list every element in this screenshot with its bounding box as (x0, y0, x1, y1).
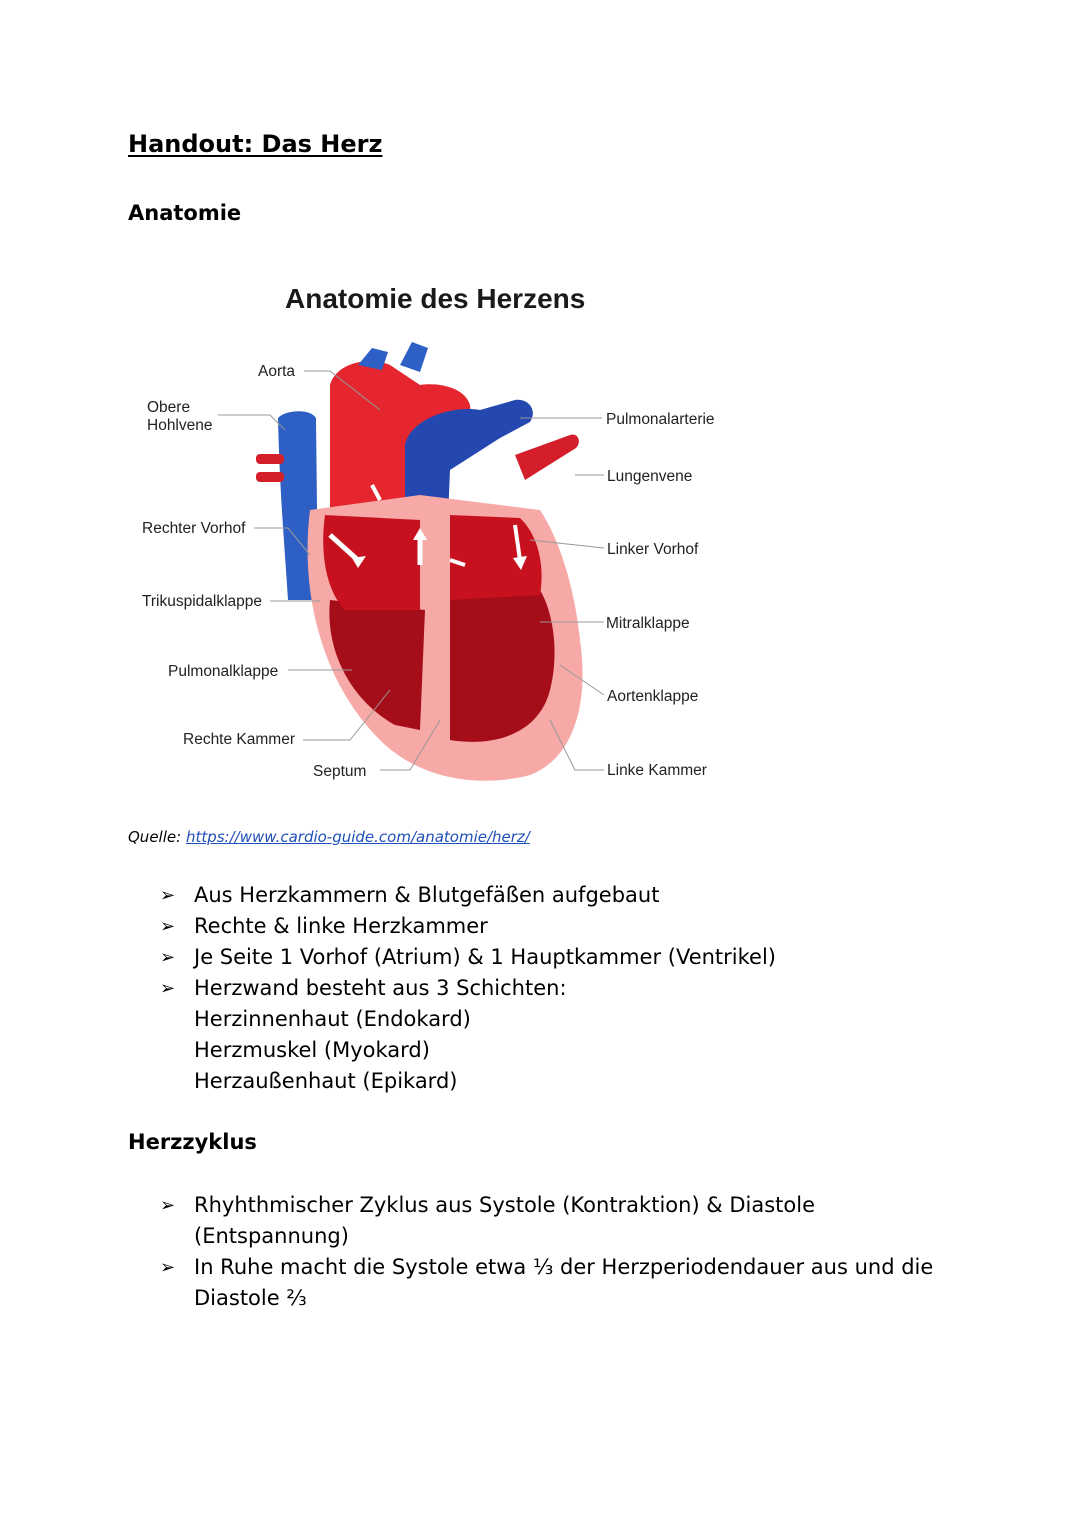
herzwand-layer: Herzmuskel (Myokard) (194, 1038, 430, 1062)
source-prefix: Quelle: (128, 828, 182, 846)
list-item: ➢ Rhyhthmischer Zyklus aus Systole (Kontraktion) & Diastole (Entspannung) (160, 1190, 933, 1252)
list-item: ➢ Aus Herzkammern & Blutgefäßen aufgebaut (160, 880, 776, 911)
label-aorta: Aorta (258, 363, 296, 380)
arrow-bullet-icon: ➢ (160, 978, 176, 999)
label-septum: Septum (313, 763, 367, 780)
label-rechter-vorhof: Rechter Vorhof (142, 520, 246, 537)
label-obere-hohlvene-line2: Hohlvene (147, 417, 213, 434)
section-title-anatomie: Anatomie (128, 201, 242, 225)
arrow-bullet-icon: ➢ (160, 916, 176, 937)
herzwand-layer: Herzinnenhaut (Endokard) (194, 1007, 471, 1031)
label-linke-kammer: Linke Kammer (607, 762, 707, 779)
arrow-bullet-icon: ➢ (160, 947, 176, 968)
arrow-bullet-icon: ➢ (160, 1257, 176, 1278)
section-title-herzzyklus: Herzzyklus (128, 1130, 257, 1154)
label-pulmonalarterie: Pulmonalarterie (606, 411, 715, 428)
heart-illustration (256, 342, 583, 781)
right-ventricle-shape (329, 600, 425, 730)
label-linker-vorhof: Linker Vorhof (607, 541, 699, 558)
left-vessel-stub (256, 454, 284, 464)
label-pulmonalklappe: Pulmonalklappe (168, 663, 279, 680)
source-link[interactable]: https://www.cardio-guide.com/anatomie/herz/ (185, 828, 530, 846)
document-title: Handout: Das Herz (128, 130, 383, 158)
label-lungenvene: Lungenvene (607, 468, 693, 485)
left-atrium-shape (450, 515, 542, 600)
list-item: ➢ Herzwand besteht aus 3 Schichten: Herzinnenhaut (Endokard) Herzmuskel (Myokard) Herzaußenhaut (Epikard) (160, 973, 776, 1097)
arrow-bullet-icon: ➢ (160, 1195, 176, 1216)
label-aortenklappe: Aortenklappe (607, 688, 699, 705)
list-item: ➢ In Ruhe macht die Systole etwa ⅓ der Herzperiodendauer aus und die Diastole ⅔ (160, 1252, 933, 1314)
label-rechte-kammer: Rechte Kammer (183, 731, 295, 748)
pulmonary-vein-shape (515, 434, 579, 480)
arrow-bullet-icon: ➢ (160, 885, 176, 906)
label-trikuspidalklappe: Trikuspidalklappe (142, 593, 263, 610)
label-obere-hohlvene-line1: Obere (147, 399, 191, 416)
figure-source (128, 828, 530, 846)
list-item: ➢ Je Seite 1 Vorhof (Atrium) & 1 Hauptkammer (Ventrikel) (160, 942, 776, 973)
figure-title: Anatomie des Herzens (285, 283, 586, 314)
label-mitralklappe: Mitralklappe (606, 615, 690, 632)
anatomie-bullet-list (160, 880, 776, 1097)
right-atrium-shape (323, 515, 420, 610)
list-item: ➢ Rechte & linke Herzkammer (160, 911, 776, 942)
herzzyklus-bullet-list (160, 1190, 933, 1314)
heart-anatomy-figure (120, 270, 760, 810)
herzwand-layer: Herzaußenhaut (Epikard) (194, 1069, 458, 1093)
